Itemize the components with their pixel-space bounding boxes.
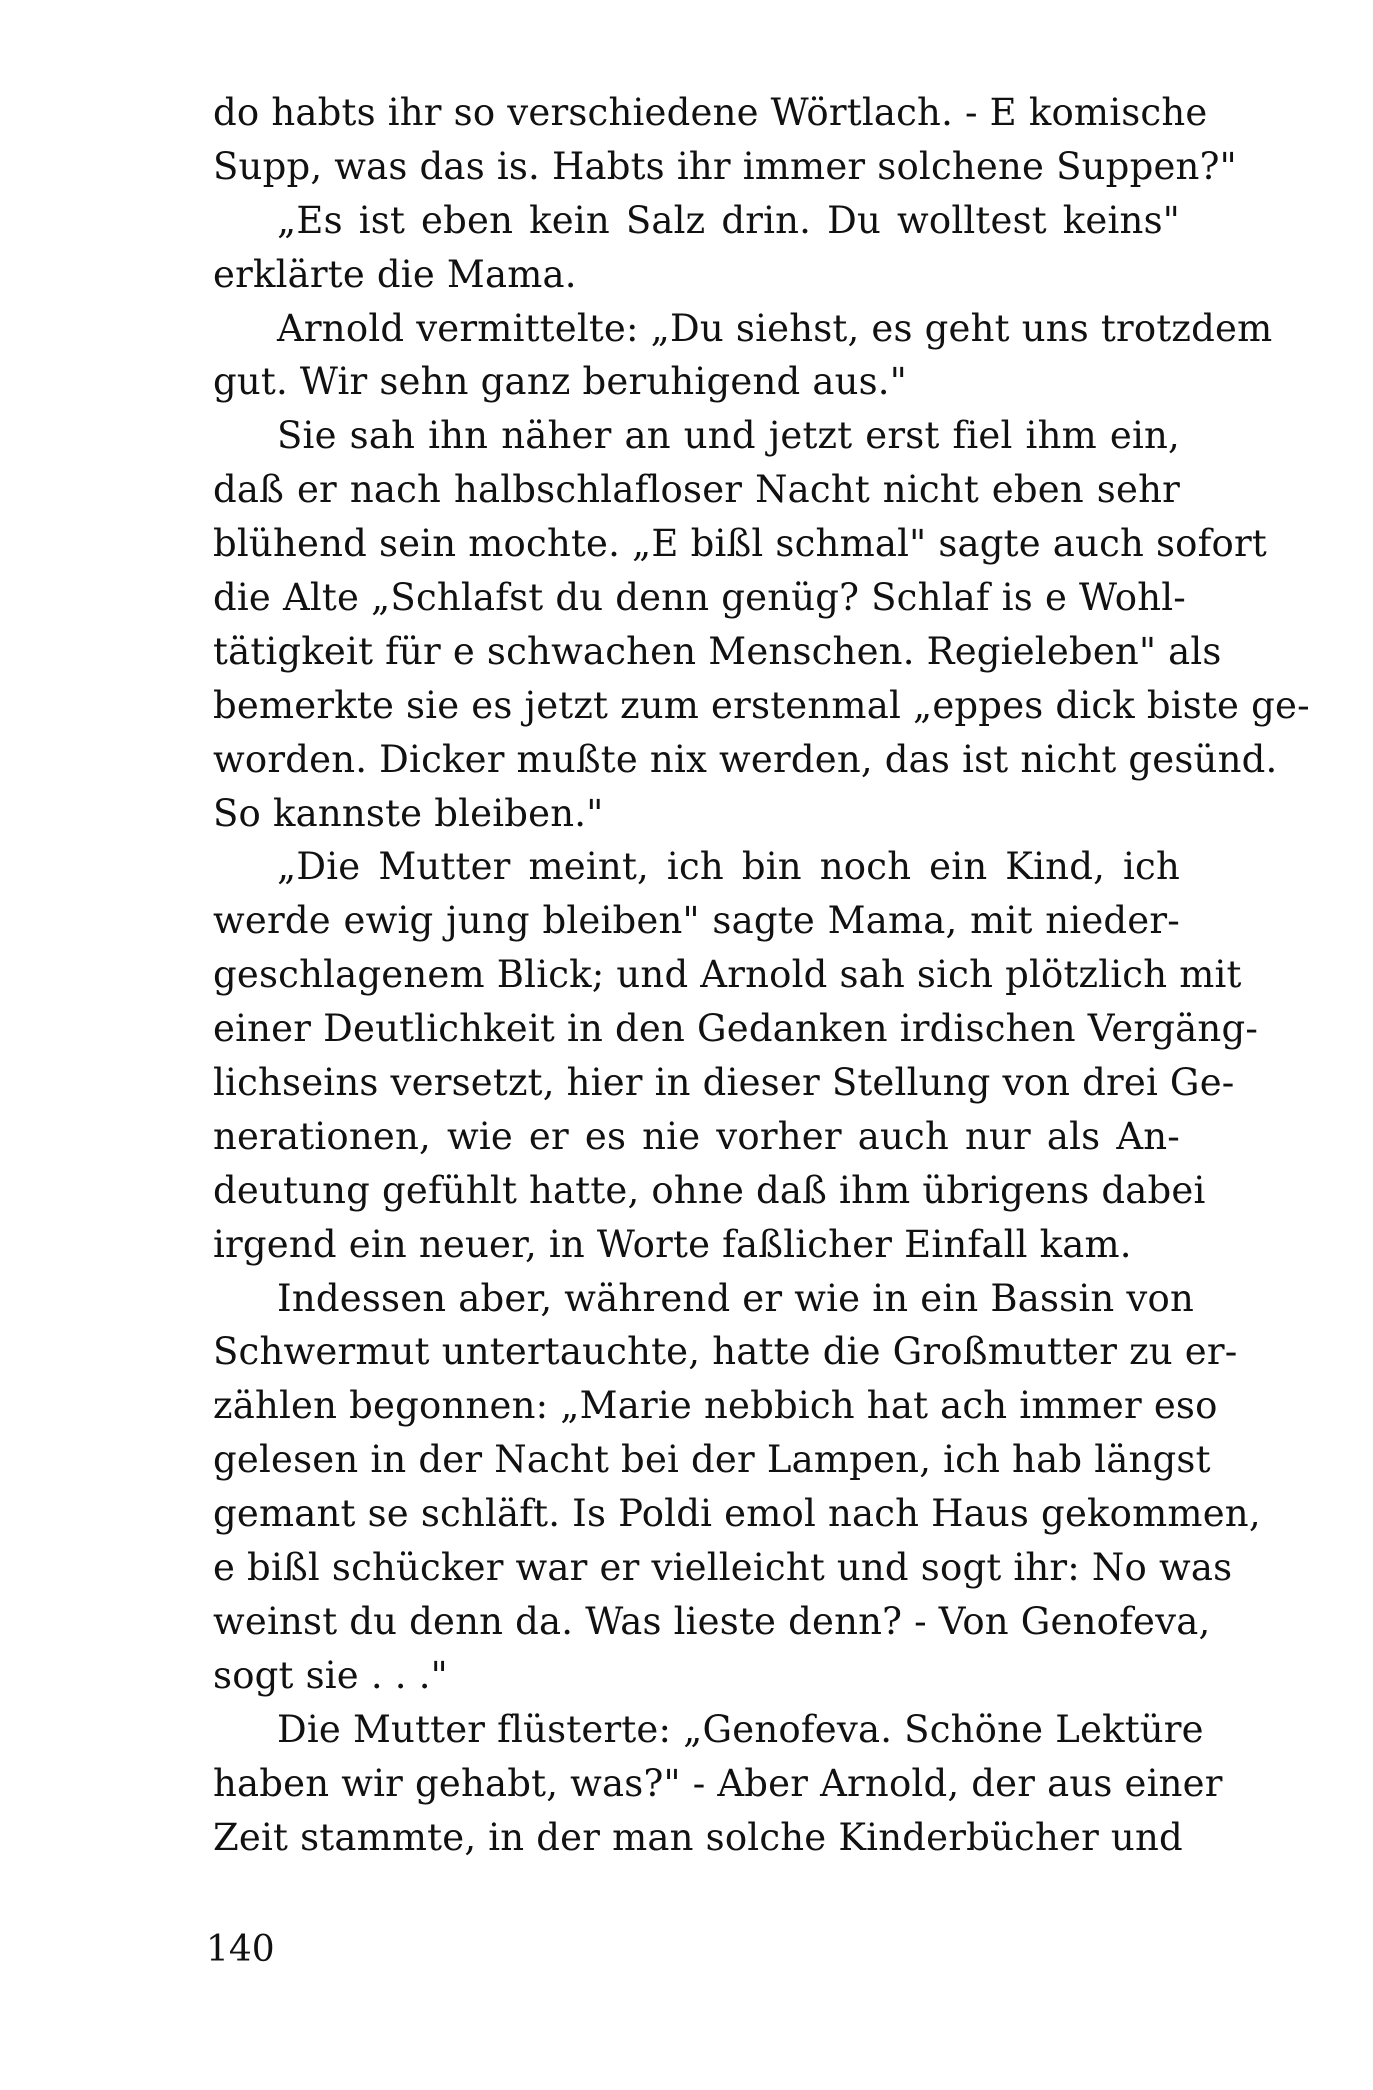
text-line: deutung gefühlt hatte, ohne daß ihm übrigens dabei bbox=[213, 1168, 1206, 1212]
text-line: do habts ihr so verschiedene Wörtlach. - E komische bbox=[213, 91, 1208, 134]
text-line: erklärte die Mama. bbox=[213, 252, 577, 296]
text-line: blühend sein mochte. „E bißl schmal" sagte auch sofort bbox=[213, 522, 1267, 566]
text-line: e bißl schücker war er vielleicht und sogt ihr: No was bbox=[213, 1546, 1233, 1590]
text-line: werde ewig jung bleiben" sagte Mama, mit nieder- bbox=[213, 899, 1180, 943]
text-line: gelesen in der Nacht bei der Lampen, ich hab längst bbox=[213, 1438, 1211, 1482]
text-line: gemant se schläft. Is Poldi emol nach Haus gekommen, bbox=[213, 1492, 1261, 1536]
text-line: tätigkeit für e schwachen Menschen. Regieleben" als bbox=[213, 629, 1222, 673]
text-line: „Die Mutter meint, ich bin noch ein Kind, ich bbox=[277, 845, 1180, 889]
text-line: Supp, was das is. Habts ihr immer solchene Suppen?" bbox=[213, 144, 1237, 188]
text-line: die Alte „Schlafst du denn genüg? Schlaf is e Wohl- bbox=[213, 576, 1186, 620]
text-line: Schwermut untertauchte, hatte die Großmutter zu er- bbox=[213, 1330, 1238, 1374]
text-line: Zeit stammte, in der man solche Kinderbücher und bbox=[213, 1815, 1183, 1859]
text-line: geschlagenem Blick; und Arnold sah sich plötzlich mit bbox=[213, 953, 1242, 997]
text-line: „Es ist eben kein Salz drin. Du wolltest keins" bbox=[277, 198, 1180, 242]
text-line: Die Mutter flüsterte: „Genofeva. Schöne Lektüre bbox=[277, 1707, 1204, 1751]
text-line: gut. Wir sehn ganz beruhigend aus." bbox=[213, 360, 907, 404]
text-line: Sie sah ihn näher an und jetzt erst fiel ihm ein, bbox=[277, 414, 1180, 458]
body-text bbox=[213, 86, 1310, 1864]
text-line: nerationen, wie er es nie vorher auch nur als An- bbox=[213, 1114, 1180, 1158]
text-line: worden. Dicker mußte nix werden, das ist nicht gesünd. bbox=[213, 737, 1278, 781]
text-line: lichseins versetzt, hier in dieser Stellung von drei Ge- bbox=[213, 1061, 1235, 1105]
text-line: haben wir gehabt, was?" - Aber Arnold, der aus einer bbox=[213, 1761, 1223, 1805]
text-line: Indessen aber, während er wie in ein Bassin von bbox=[277, 1276, 1195, 1320]
text-line: zählen begonnen: „Marie nebbich hat ach immer eso bbox=[213, 1384, 1218, 1428]
text-line: irgend ein neuer, in Worte faßlicher Einfall kam. bbox=[213, 1222, 1132, 1266]
page-number: 140 bbox=[206, 1929, 275, 1970]
text-line: So kannste bleiben." bbox=[213, 791, 604, 835]
text-line: bemerkte sie es jetzt zum erstenmal „eppes dick biste ge- bbox=[213, 683, 1310, 727]
text-line: daß er nach halbschlafloser Nacht nicht eben sehr bbox=[213, 468, 1180, 512]
text-line: weinst du denn da. Was lieste denn? - Von Genofeva, bbox=[213, 1599, 1211, 1643]
text-line: Arnold vermittelte: „Du siehst, es geht uns trotzdem bbox=[277, 306, 1273, 350]
text-line: sogt sie . . ." bbox=[213, 1653, 448, 1697]
text-line: einer Deutlichkeit in den Gedanken irdischen Vergäng- bbox=[213, 1007, 1259, 1051]
